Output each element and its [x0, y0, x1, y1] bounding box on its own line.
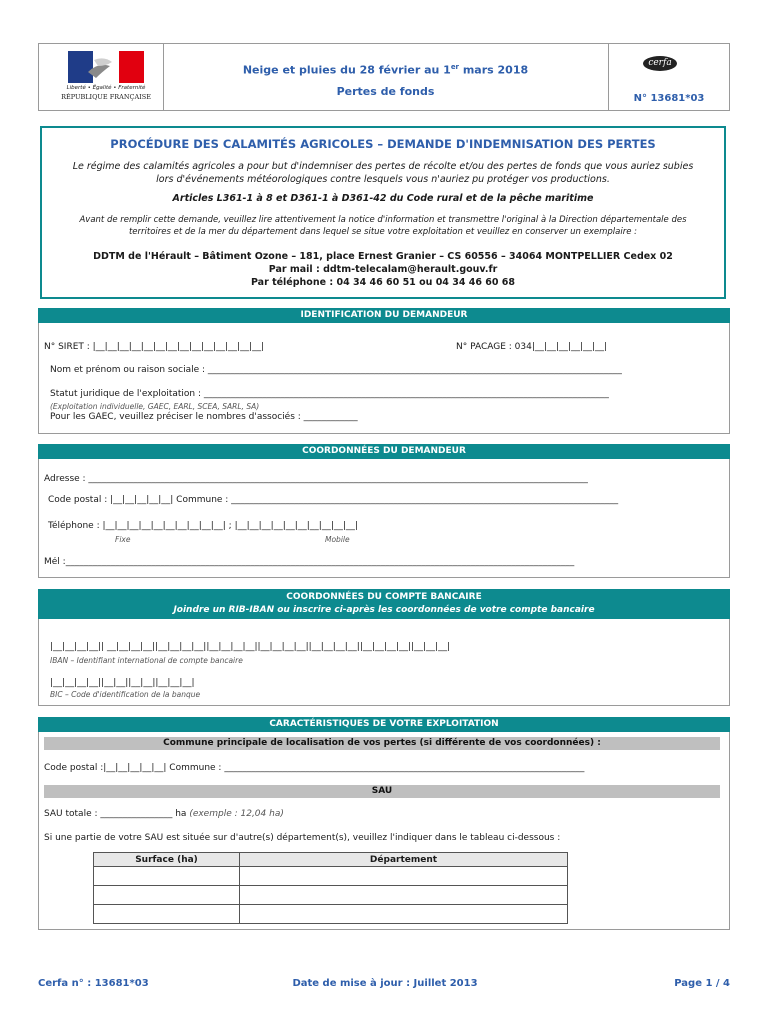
form-number: N° 13681*03: [633, 93, 705, 104]
procedure-phone: Par téléphone : 04 34 46 60 51 ou 04 34 46 60 68: [250, 277, 516, 288]
legal-status-hint: (Exploitation individuelle, GAEC, EARL, SCEA, SARL, SA): [50, 402, 260, 411]
bic-field[interactable]: |__|__|__|__||__|__||__|__||__|__|__|: [50, 678, 195, 688]
name-field[interactable]: Nom et prénom ou raison sociale : ____________________________________________________________________________________________: [50, 365, 622, 375]
email-field[interactable]: Mél :_________________________________________________________________________________________________________________: [44, 557, 575, 567]
department-table-header: [94, 853, 568, 867]
procedure-mail: Par mail : ddtm-telecalam@herault.gouv.fr: [268, 264, 498, 275]
table-row: [94, 886, 568, 905]
title-line1-post: mars 2018: [459, 63, 529, 77]
farm-title: CARACTÉRISTIQUES DE VOTRE EXPLOITATION: [38, 717, 730, 732]
logo-republic-text: RÉPUBLIQUE FRANÇAISE: [61, 93, 151, 101]
phone-mobile-label: Mobile: [325, 535, 350, 544]
procedure-address: DDTM de l'Hérault – Bâtiment Ozone – 181, place Ernest Granier – CS 60556 – 34064 MONTPELLIER Cedex 02: [93, 251, 673, 262]
bank-subtitle: Joindre un RIB-IBAN ou inscrire ci-après les coordonnées de votre compte bancaire: [173, 605, 595, 615]
surface-cell[interactable]: [94, 867, 240, 886]
pacage-field[interactable]: N° PACAGE : 034|__|__|__|__|__|__|: [456, 342, 608, 352]
procedure-articles: Articles L361-1 à 8 et D361-1 à D361-42 du Code rural et de la pêche maritime: [172, 193, 594, 204]
cerfa-logo: [643, 56, 677, 71]
phone-fixed-label: Fixe: [115, 535, 131, 544]
sau-bar: SAU: [44, 785, 720, 798]
postal-commune-field[interactable]: Code postal : |__|__|__|__|__| Commune : ______________________________________________________________________________________: [48, 495, 619, 505]
commune-bar: Commune principale de localisation de vos pertes (si différente de vos coordonnées) :: [44, 737, 720, 750]
header-title-line2: Pertes de fonds: [336, 85, 435, 98]
department-cell[interactable]: [240, 886, 568, 905]
surface-cell[interactable]: [94, 905, 240, 924]
surface-header: Surface (ha): [94, 853, 240, 867]
footer-page-number: Page 1 / 4: [674, 978, 730, 989]
header-right-divider: [608, 43, 609, 111]
table-row: [94, 905, 568, 924]
sau-total-example: (exemple : 12,04 ha): [189, 809, 284, 819]
bank-title-bar: [38, 589, 730, 619]
sau-total-text: SAU totale : ________________ ha: [44, 809, 187, 819]
logo-divider: [163, 43, 164, 111]
logo-motto: Liberté • Égalité • Fraternité: [66, 85, 146, 91]
bic-label: BIC – Code d'identification de la banque: [50, 690, 201, 699]
marianne-flag-icon: [58, 48, 154, 86]
siret-field[interactable]: N° SIRET : |__|__|__|__|__|__|__|__|__|__|__|__|__|__|: [44, 342, 265, 352]
phone-field[interactable]: Téléphone : |__|__|__|__|__|__|__|__|__|__| ; |__|__|__|__|__|__|__|__|__|__|: [48, 521, 358, 531]
gaec-associates-field[interactable]: Pour les GAEC, veuillez préciser le nombres d'associés : ____________: [50, 412, 358, 422]
other-department-text: Si une partie de votre SAU est située sur d'autre(s) département(s), veuillez l'indiquer dans le tableau ci-dessous :: [44, 833, 561, 843]
department-header: Département: [240, 853, 568, 867]
procedure-notice-2: territoires et de la mer du département dans lequel se situe votre exploitation et veuillez en conserver un exemplaire :: [128, 227, 638, 237]
department-table: [93, 852, 568, 924]
header-title-line1: [163, 63, 608, 77]
republic-logo: [58, 48, 154, 106]
iban-field[interactable]: |__|__|__|__|| __|__|__|__||__|__|__|__||__|__|__|__||__|__|__|__||__|__|__|__||__|__|__|__||__|__|__|: [50, 642, 451, 652]
footer-update-date: Date de mise à jour : Juillet 2013: [292, 978, 478, 989]
bank-title: COORDONNÉES DU COMPTE BANCAIRE: [286, 592, 482, 602]
department-cell[interactable]: [240, 905, 568, 924]
title-line1-sup: er: [450, 63, 460, 71]
sau-total-field[interactable]: [44, 809, 284, 819]
legal-status-field[interactable]: Statut juridique de l'exploitation : __________________________________________________________________________________________: [50, 389, 609, 399]
surface-cell[interactable]: [94, 886, 240, 905]
title-line1-pre: Neige et pluies du 28 février au 1: [242, 63, 451, 77]
footer-cerfa: Cerfa n° : 13681*03: [38, 978, 149, 989]
department-cell[interactable]: [240, 867, 568, 886]
procedure-intro-2: lors d'événements météorologiques contre lesquels vous n'auriez pu protéger vos productions.: [156, 174, 610, 185]
iban-label: IBAN – Identifiant international de compte bancaire: [50, 656, 243, 665]
cerfa-badge-text: cerfa: [648, 58, 672, 68]
farm-postal-commune-field[interactable]: Code postal :|__|__|__|__|__| Commune : ________________________________________________________________________________: [44, 763, 585, 773]
address-field[interactable]: Adresse : _______________________________________________________________________________________________________________: [44, 474, 588, 484]
table-row: [94, 867, 568, 886]
procedure-notice-1: Avant de remplir cette demande, veuillez lire attentivement la notice d'information et transmettre l'original à la Direction départementale des: [79, 215, 687, 225]
identification-title: IDENTIFICATION DU DEMANDEUR: [38, 308, 730, 323]
procedure-heading: PROCÉDURE DES CALAMITÉS AGRICOLES – DEMANDE D'INDEMNISATION DES PERTES: [110, 137, 656, 151]
procedure-intro-1: Le régime des calamités agricoles a pour but d'indemniser des pertes de récolte et/ou des pertes de fonds que vous auriez subies: [72, 161, 694, 172]
contact-title: COORDONNÉES DU DEMANDEUR: [38, 444, 730, 459]
